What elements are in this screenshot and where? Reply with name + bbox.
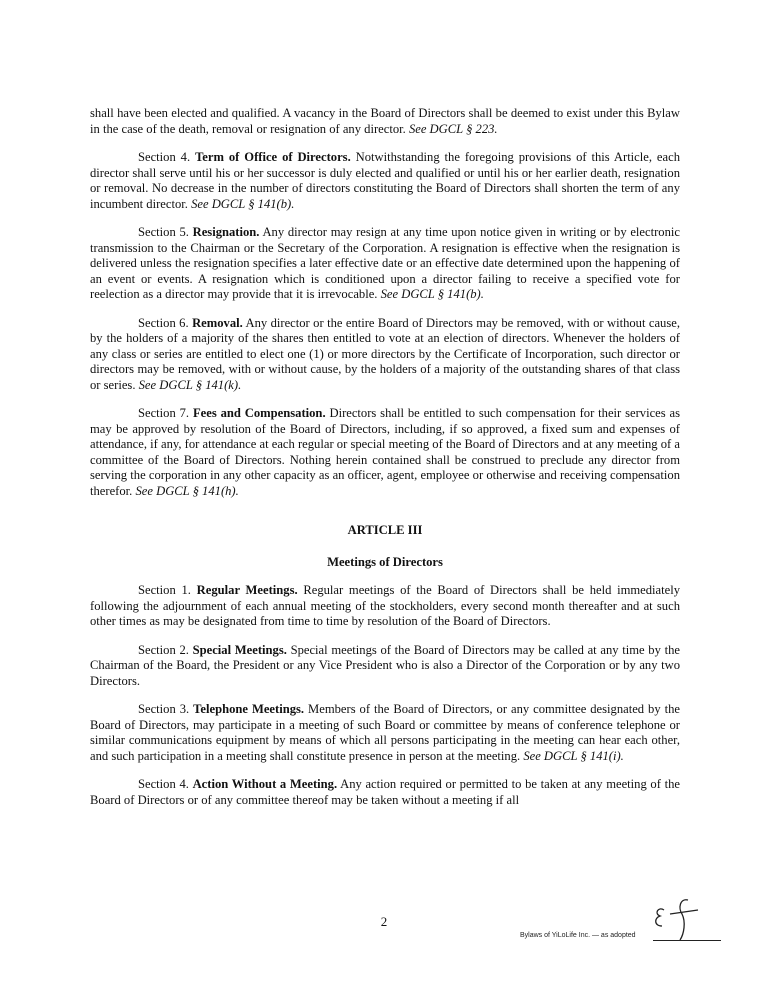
continuation-paragraph: shall have been elected and qualified. A vacancy in the Board of Directors shall be deemed to exist under this Bylaw in the case of the death, removal or resignation of any director. See DGCL § 223. [90, 106, 680, 136]
article-number: ARTICLE III [347, 523, 423, 537]
section-heading: Action Without a Meeting. [192, 777, 338, 791]
footer-signature-line [653, 940, 721, 941]
section-heading: Fees and Compensation. [192, 406, 326, 420]
section-special-meetings: Section 2. Special Meetings. Special meetings of the Board of Directors may be called at any time by the Chairman of the Board, the President or any Vice President who is also a Director of the Corporation or by any two Directors. [90, 642, 680, 688]
section-removal: Section 6. Removal. Any director or the entire Board of Directors may be removed, with or without cause, by the holders of a majority of the shares then entitled to vote at an election of directors. Whenever the holders of any class or series are entitled to elect one (1) or more directors by the Certificate of Incorporation, such director or directors may be removed, with or without cause, by the holders of a majority of the outstanding shares of that class or series. See DGCL § 141(k). [90, 315, 680, 392]
section-heading: Removal. [192, 315, 243, 330]
citation: See DGCL § 141(h). [135, 483, 239, 498]
section-heading: Term of Office of Directors. [195, 150, 351, 164]
footer-adoption-text: Bylaws of YiLoLife Inc. — as adopted [520, 932, 636, 939]
section-resignation: Section 5. Resignation. Any director may resign at any time upon notice given in writing or by electronic transmission to the Chairman or the Secretary of the Corporation. A resignation is effective when the resignation is delivered unless the resignation specifies a later effective date or an effective date determined upon the happening of an event or events. A resignation which is conditioned upon a director failing to receive a specified vote for reelection as a director may provide that it is irrevocable. See DGCL § 141(b). [90, 225, 680, 301]
citation: See DGCL § 141(b). [191, 196, 295, 211]
section-heading: Telephone Meetings. [193, 702, 305, 716]
section-regular-meetings: Section 1. Regular Meetings. Regular meetings of the Board of Directors shall be held immediately following the adjournment of each annual meeting of the stockholders, every second month thereafter and at such other times as may be designated from time to time by resolution of the Board of Directors. [90, 583, 681, 628]
page-number: 2 [380, 914, 388, 929]
section-action-without-meeting: Section 4. Action Without a Meeting. Any action required or permitted to be taken at any meeting of the Board of Directors or of any committee thereof may be taken without a meeting if all [90, 777, 680, 807]
section-heading: Regular Meetings. [196, 583, 298, 597]
section-fees-compensation: Section 7. Fees and Compensation. Directors shall be entitled to such compensation for their services as may be approved by resolution of the Board of Directors, including, if so approved, a fixed sum and expenses of attendance, if any, for attendance at each regular or special meeting of the Board of Directors and at any meeting of a committee of the Board of Directors. Nothing herein contained shall be construed to preclude any director from serving the corporation in any other capacity as an officer, agent, employee or otherwise and receiving compensation therefor. See DGCL § 141(h). [90, 406, 681, 498]
section-term-of-office: Section 4. Term of Office of Directors. Notwithstanding the foregoing provisions of this Article, each director shall serve until his or her successor is duly elected and qualified or until his or her earlier death, resignation or removal. No decrease in the number of directors constituting the Board of Directors shall shorten the term of any incumbent director. See DGCL § 141(b). [90, 150, 680, 211]
article-title: Meetings of Directors [327, 554, 443, 569]
section-heading: Resignation. [192, 225, 260, 239]
handwritten-initials [650, 896, 710, 942]
citation: See DGCL § 141(k). [138, 377, 242, 392]
citation: See DGCL § 141(i). [523, 748, 624, 763]
document-body [90, 106, 680, 821]
section-telephone-meetings: Section 3. Telephone Meetings. Members of the Board of Directors, or any committee designated by the Board of Directors, may participate in a meeting of such Board or committee by means of conference telephone or similar communications equipment by means of which all persons participating in the meeting can hear each other, and such participation in a meeting shall constitute presence in person at the meeting. See DGCL § 141(i). [90, 702, 681, 763]
section-heading: Special Meetings. [192, 642, 287, 657]
citation: See DGCL § 223. [408, 121, 498, 136]
citation: See DGCL § 141(b). [380, 287, 484, 301]
